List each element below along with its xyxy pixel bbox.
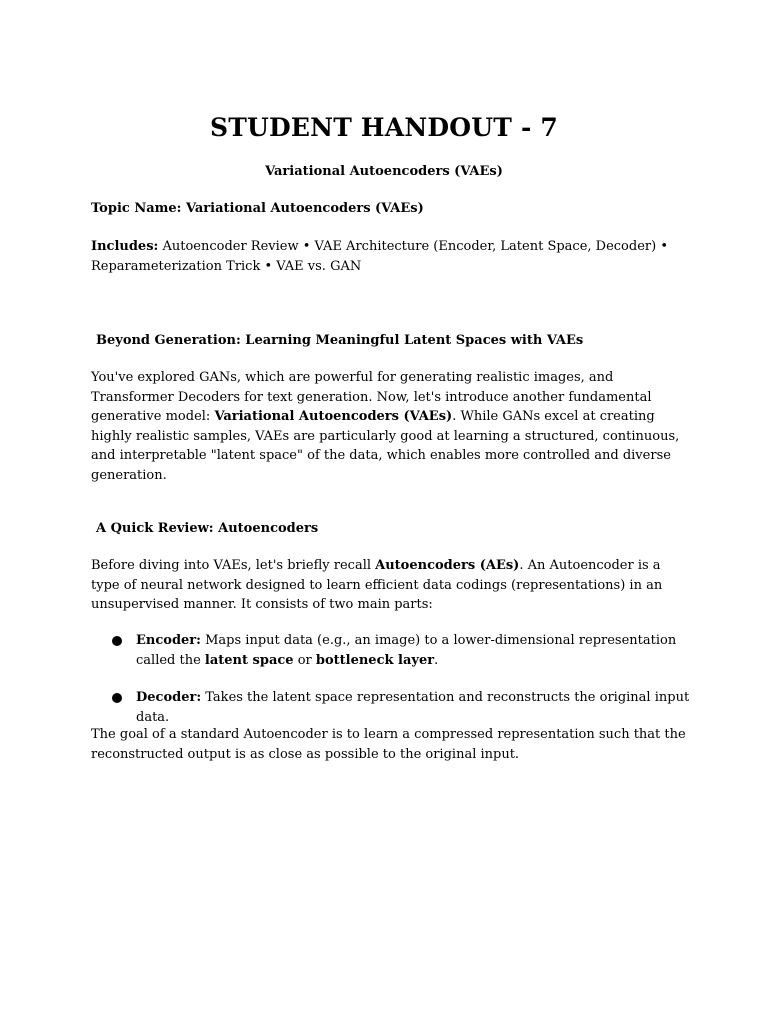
- bullet-encoder-text: [136, 631, 692, 670]
- bullet-decoder-text: [136, 688, 692, 727]
- bullet-encoder-desc: Maps input data (e.g., an image) to a lower-dimensional representation called the: [136, 633, 677, 668]
- bullet-encoder-or: or: [293, 652, 316, 668]
- topic-name-line: Topic Name: Variational Autoencoders (VAEs): [91, 201, 424, 216]
- bullet-encoder-bold-bottleneck: bottleneck layer: [315, 652, 435, 668]
- bullet-dot-icon: [112, 693, 122, 703]
- bullet-encoder-label: Encoder:: [136, 633, 201, 648]
- intro-paragraph: [91, 368, 691, 485]
- includes-paragraph: [91, 237, 691, 276]
- intro-text-end: . While GANs excel at creating highly realistic samples, VAEs are particularly good at learning a structured, continuous, and interpretable "latent space" of the data, which enables more controlled and diverse generation.: [91, 409, 680, 483]
- ae-bold-autoencoders: Autoencoders (AEs): [375, 558, 520, 573]
- bullet-encoder-bold-latent: latent space: [204, 652, 294, 668]
- closing-paragraph: The goal of a standard Autoencoder is to learn a compressed representation such that the reconstructed output is as close as possible to the original input.: [91, 727, 686, 762]
- intro-text-start: You've explored GANs, which are powerful for generating realistic images, and Transformer Decoders for text generation. Now, let's introduce another fundamental generative model:: [91, 370, 652, 424]
- bullet-decoder-desc: Takes the latent space representation and reconstructs the original input data.: [136, 690, 690, 725]
- page-subtitle: Variational Autoencoders (VAEs): [265, 164, 503, 179]
- bullet-decoder-label: Decoder:: [136, 690, 202, 705]
- section-heading-autoencoders: A Quick Review: Autoencoders: [96, 521, 319, 536]
- ae-text-start: Before diving into VAEs, let's briefly recall: [91, 558, 376, 573]
- includes-text: Autoencoder Review • VAE Architecture (Encoder, Latent Space, Decoder) • Reparameterization Trick • VAE vs. GAN: [91, 239, 668, 274]
- page-title: STUDENT HANDOUT - 7: [209, 113, 559, 142]
- includes-label: Includes:: [91, 239, 159, 254]
- section-heading-beyond-generation: Beyond Generation: Learning Meaningful Latent Spaces with VAEs: [96, 333, 584, 348]
- bullet-dot-icon: [112, 636, 122, 646]
- bullet-encoder-period: .: [434, 652, 439, 668]
- ae-text-end: . An Autoencoder is a type of neural network designed to learn efficient data codings (representations) in an unsupervised manner. It consists of two main parts:: [91, 558, 663, 612]
- autoencoder-paragraph: [91, 556, 691, 615]
- intro-bold-vaes: Variational Autoencoders (VAEs): [214, 409, 453, 424]
